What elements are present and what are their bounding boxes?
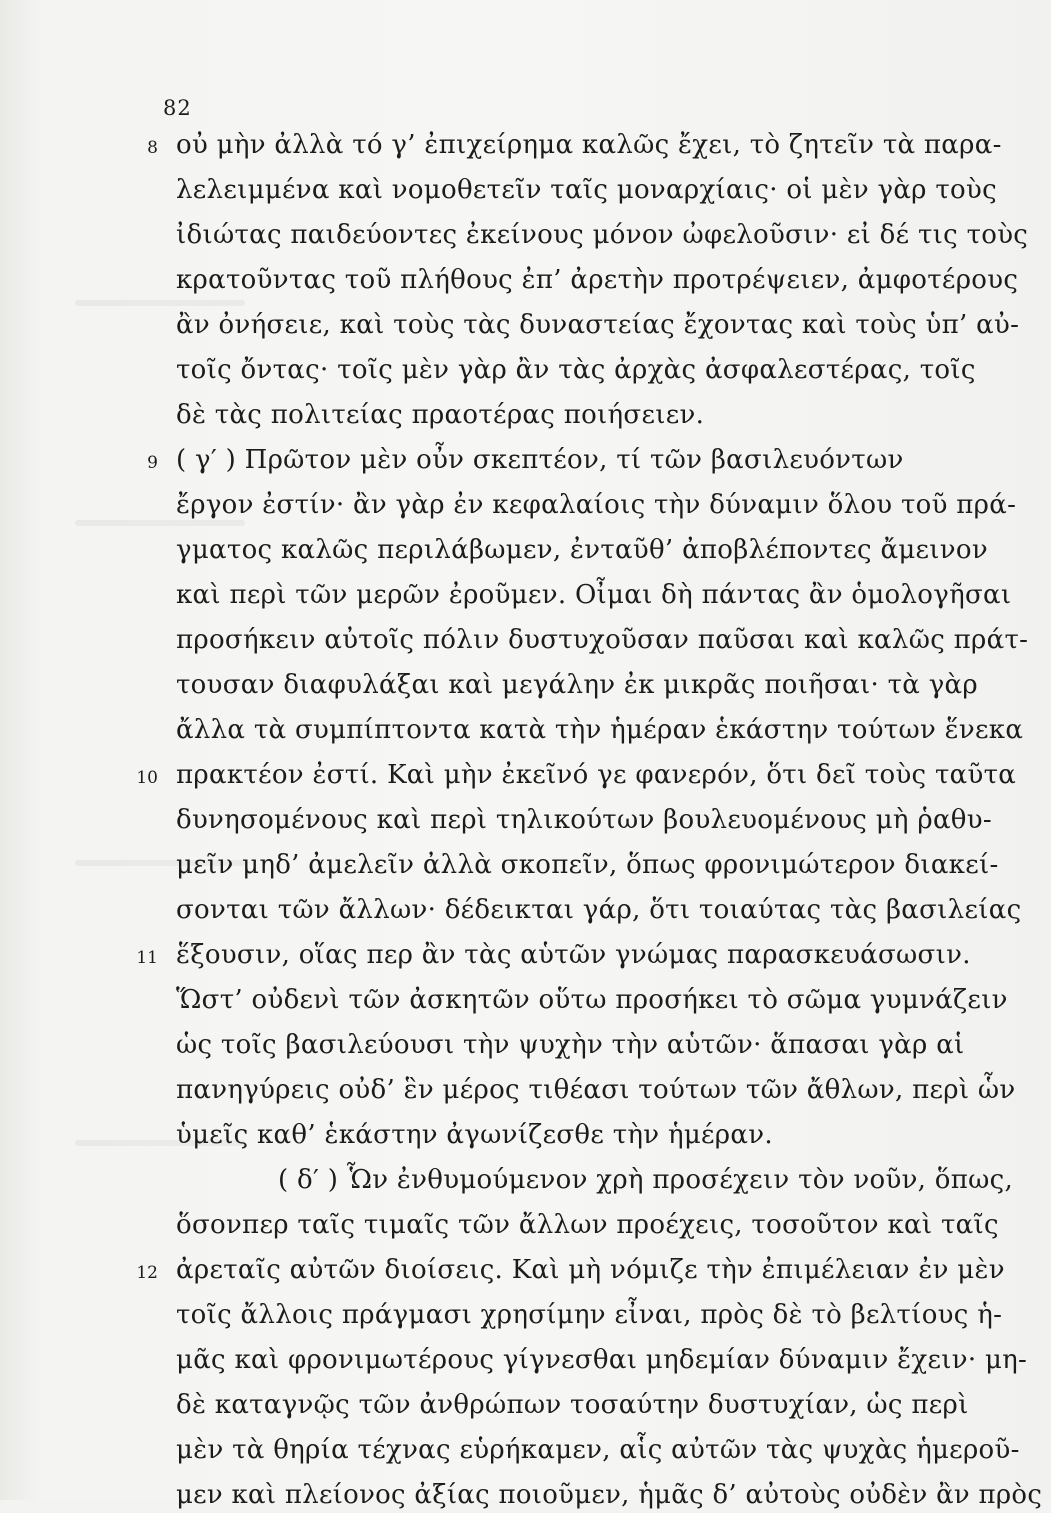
line-text: σονται τῶν ἄλλων· δέδεικται γάρ, ὅτι τοιαύτας τὰς βασιλείας xyxy=(176,895,1022,925)
text-line xyxy=(0,523,1051,568)
line-text: ἔργον ἐστίν· ἂν γὰρ ἐν κεφαλαίοις τὴν δύναμιν ὅλου τοῦ πρά- xyxy=(176,490,1017,520)
text-line xyxy=(0,1468,1051,1513)
text-line xyxy=(0,343,1051,388)
line-text: ( γ′ ) Πρῶτον μὲν οὖν σκεπτέον, τί τῶν βασιλευόντων xyxy=(176,445,904,475)
text-line xyxy=(0,1063,1051,1108)
line-text: μᾶς καὶ φρονιμωτέρους γίγνεσθαι μηδεμίαν δύναμιν ἔχειν· μη- xyxy=(176,1345,1028,1375)
line-text: ἰδιώτας παιδεύοντες ἐκείνους μόνον ὠφελοῦσιν· εἰ δέ τις τοὺς xyxy=(176,220,1029,250)
line-text: τοῖς ἄλλοις πράγμασι χρησίμην εἶναι, πρὸς δὲ τὸ βελτίους ἡ- xyxy=(176,1300,1003,1330)
section-number: 12 xyxy=(136,1263,158,1283)
text-line xyxy=(0,883,1051,928)
text-line xyxy=(0,1288,1051,1333)
page-number: 82 xyxy=(163,96,192,120)
line-text: ἂν ὀνήσειε, καὶ τοὺς τὰς δυναστείας ἔχοντας καὶ τοὺς ὑπ’ αὐ- xyxy=(176,310,1020,340)
text-line xyxy=(0,1198,1051,1243)
text-line xyxy=(0,253,1051,298)
line-text: μεῖν μηδ’ ἀμελεῖν ἀλλὰ σκοπεῖν, ὅπως φρονιμώτερον διακεί- xyxy=(176,850,999,880)
text-line xyxy=(0,298,1051,343)
line-text: λελειμμένα καὶ νομοθετεῖν ταῖς μοναρχίαις· οἱ μὲν γὰρ τοὺς xyxy=(176,175,997,205)
section-number: 8 xyxy=(147,138,158,158)
section-number: 10 xyxy=(136,768,158,788)
line-text: τουσαν διαφυλάξαι καὶ μεγάλην ἐκ μικρᾶς ποιῆσαι· τὰ γὰρ xyxy=(176,670,978,700)
text-line xyxy=(0,433,1051,478)
text-line xyxy=(0,1243,1051,1288)
line-text: προσήκειν αὐτοῖς πόλιν δυστυχοῦσαν παῦσαι καὶ καλῶς πράτ- xyxy=(176,625,1029,655)
text-line xyxy=(0,478,1051,523)
line-text: ὑμεῖς καθ’ ἑκάστην ἀγωνίζεσθε τὴν ἡμέραν. xyxy=(176,1120,773,1150)
text-line xyxy=(0,928,1051,973)
text-line xyxy=(0,1423,1051,1468)
text-line xyxy=(0,568,1051,613)
text-line xyxy=(0,118,1051,163)
text-line xyxy=(0,163,1051,208)
text-line xyxy=(0,208,1051,253)
text-line xyxy=(0,703,1051,748)
line-text: δὲ καταγνῷς τῶν ἀνθρώπων τοσαύτην δυστυχίαν, ὡς περὶ xyxy=(176,1390,969,1420)
text-line xyxy=(0,1108,1051,1153)
line-text: Ὥστ’ οὐδενὶ τῶν ἀσκητῶν οὕτω προσήκει τὸ σῶμα γυμνάζειν xyxy=(176,985,1008,1015)
line-text: ὅσονπερ ταῖς τιμαῖς τῶν ἄλλων προέχεις, τοσοῦτον καὶ ταῖς xyxy=(176,1210,999,1240)
line-text: γματος καλῶς περιλάβωμεν, ἐνταῦθ’ ἀποβλέποντες ἄμεινον xyxy=(176,535,988,565)
text-line xyxy=(0,613,1051,658)
text-line xyxy=(0,1378,1051,1423)
line-text: πρακτέον ἐστί. Καὶ μὴν ἐκεῖνό γε φανερόν, ὅτι δεῖ τοὺς ταῦτα xyxy=(176,760,1017,790)
text-line xyxy=(0,1018,1051,1063)
line-text: ἄλλα τὰ συμπίπτοντα κατὰ τὴν ἡμέραν ἑκάστην τούτων ἕνεκα xyxy=(176,715,1024,745)
line-text: τοῖς ὄντας· τοῖς μὲν γὰρ ἂν τὰς ἀρχὰς ἀσφαλεστέρας, τοῖς xyxy=(176,355,976,385)
text-line xyxy=(0,748,1051,793)
text-line xyxy=(0,793,1051,838)
line-text: δυνησομένους καὶ περὶ τηλικούτων βουλευομένους μὴ ῥαθυ- xyxy=(176,805,992,835)
section-number: 9 xyxy=(147,453,158,473)
line-text: δὲ τὰς πολιτείας πραοτέρας ποιήσειεν. xyxy=(176,400,705,430)
line-text: μὲν τὰ θηρία τέχνας εὑρήκαμεν, αἷς αὐτῶν τὰς ψυχὰς ἡμεροῦ- xyxy=(176,1435,1020,1465)
text-line xyxy=(0,1153,1051,1198)
text-body xyxy=(0,118,1051,1513)
text-line xyxy=(0,388,1051,433)
line-text: ( δ′ ) Ὧν ἐνθυμούμενον χρὴ προσέχειν τὸν νοῦν, ὅπως, xyxy=(278,1165,1014,1195)
line-text: οὐ μὴν ἀλλὰ τό γ’ ἐπιχείρημα καλῶς ἔχει, τὸ ζητεῖν τὰ παρα- xyxy=(176,130,1002,160)
line-text: ἕξουσιν, οἵας περ ἂν τὰς αὑτῶν γνώμας παρασκευάσωσιν. xyxy=(176,940,971,970)
line-text: ἀρεταῖς αὐτῶν διοίσεις. Καὶ μὴ νόμιζε τὴν ἐπιμέλειαν ἐν μὲν xyxy=(176,1255,1005,1285)
text-line xyxy=(0,658,1051,703)
line-text: πανηγύρεις οὐδ’ ἓν μέρος τιθέασι τούτων τῶν ἄθλων, περὶ ὧν xyxy=(176,1075,1016,1105)
text-line xyxy=(0,1333,1051,1378)
text-line xyxy=(0,838,1051,883)
line-text: κρατοῦντας τοῦ πλήθους ἐπ’ ἀρετὴν προτρέψειεν, ἀμφοτέρους xyxy=(176,265,1019,295)
line-text: μεν καὶ πλείονος ἀξίας ποιοῦμεν, ἡμᾶς δ’ αὐτοὺς οὐδὲν ἂν πρὸς xyxy=(176,1480,1043,1510)
text-line xyxy=(0,973,1051,1018)
line-text: ὡς τοῖς βασιλεύουσι τὴν ψυχὴν τὴν αὑτῶν· ἅπασαι γὰρ αἱ xyxy=(176,1030,965,1060)
section-number: 11 xyxy=(136,948,158,968)
line-text: καὶ περὶ τῶν μερῶν ἐροῦμεν. Οἶμαι δὴ πάντας ἂν ὁμολογῆσαι xyxy=(176,580,1012,610)
